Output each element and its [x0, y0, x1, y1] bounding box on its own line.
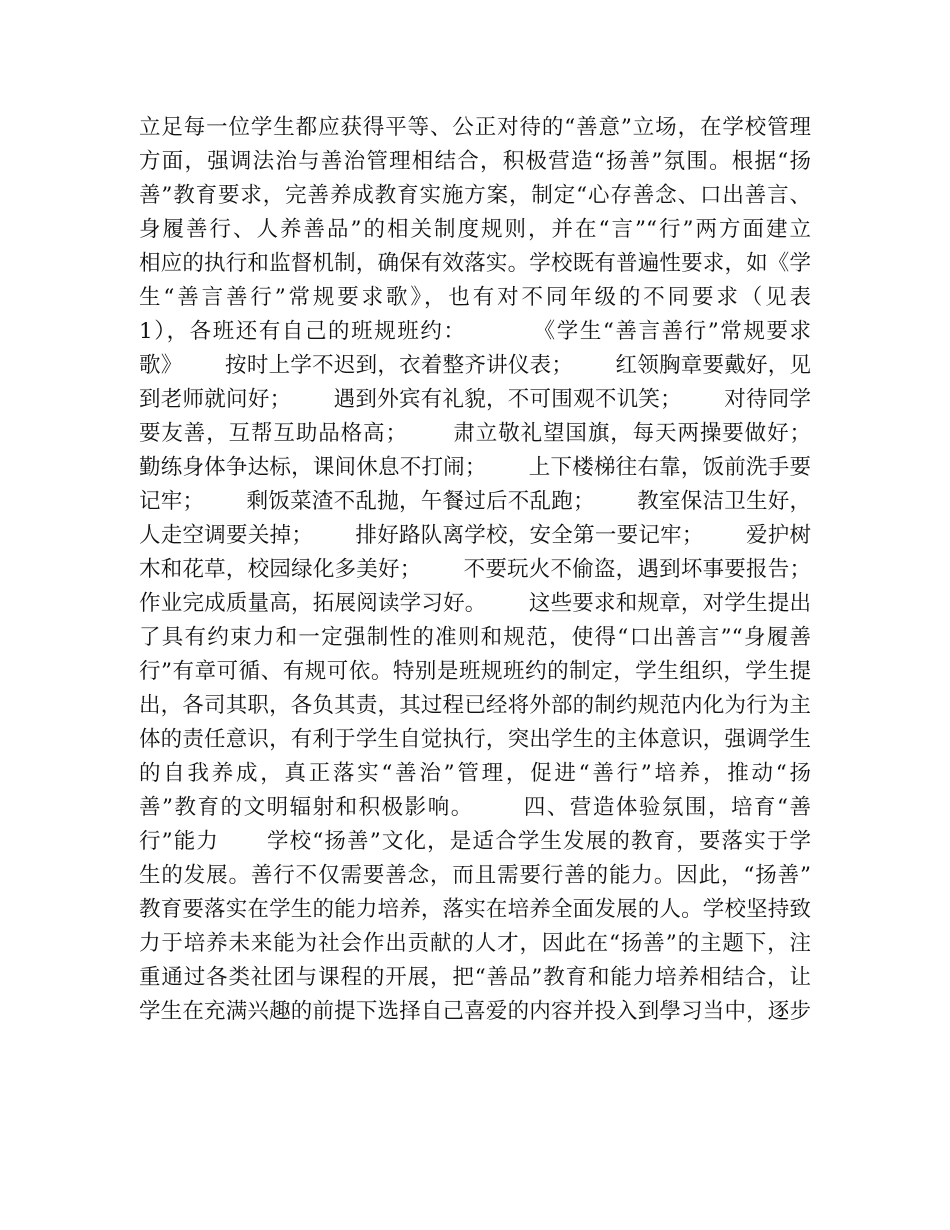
text-line: 重通过各类社团与课程的开展，把“善品”教育和能力培养相结合，让: [139, 965, 811, 990]
text-line: 相应的执行和监督机制，确保有效落实。学校既有普遍性要求，如《学: [139, 251, 811, 276]
text-line: 善”教育要求，完善养成教育实施方案，制定“心存善念、口出善言、: [139, 183, 811, 208]
text-line: 了具有约束力和一定强制性的准则和规范，使得“口出善言”“身履善: [139, 625, 811, 650]
body-text: [139, 111, 811, 1029]
text-line: 勤练身体争达标，课间休息不打闹； 上下楼梯往右靠，饭前洗手要: [139, 455, 811, 480]
text-line: 到老师就问好； 遇到外宾有礼貌，不可围观不讥笑； 对待同学: [139, 387, 811, 412]
text-line: 善”教育的文明辐射和积极影响。 四、营造体验氛围，培育“善: [139, 795, 811, 820]
text-line: 生“善言善行”常规要求歌》，也有对不同年级的不同要求（见表: [139, 285, 811, 310]
text-line: 教育要落实在学生的能力培养，落实在培养全面发展的人。学校坚持致: [139, 897, 811, 922]
text-line: 歌》 按时上学不迟到，衣着整齐讲仪表； 红领胸章要戴好，见: [139, 353, 811, 378]
text-line: 行”能力 学校“扬善”文化，是适合学生发展的教育，要落实于学: [139, 829, 811, 854]
text-line: 身履善行、人养善品”的相关制度规则，并在“言”“行”两方面建立: [139, 217, 811, 242]
text-line: 出，各司其职，各负其责，其过程已经将外部的制约规范内化为行为主: [139, 693, 811, 718]
text-line: 行”有章可循、有规可依。特别是班规班约的制定，学生组织，学生提: [139, 659, 811, 684]
text-line: 方面，强调法治与善治管理相结合，积极营造“扬善”氛围。根据“扬: [139, 149, 811, 174]
text-line: 生的发展。善行不仅需要善念，而且需要行善的能力。因此，“扬善”: [139, 863, 811, 888]
text-line: 体的责任意识，有利于学生自觉执行，突出学生的主体意识，强调学生: [139, 727, 811, 752]
text-line: 力于培养未来能为社会作出贡献的人才，因此在“扬善”的主题下，注: [139, 931, 811, 956]
text-line: 人走空调要关掉； 排好路队离学校，安全第一要记牢； 爱护树: [139, 523, 811, 548]
text-line: 1），各班还有自己的班规班约： 《学生“善言善行”常规要求: [139, 319, 811, 344]
text-line: 的自我养成，真正落实“善治”管理，促进“善行”培养，推动“扬: [139, 761, 811, 786]
text-line: 学生在充满兴趣的前提下选择自己喜爱的内容并投入到學习当中，逐步: [139, 999, 811, 1024]
text-line: 作业完成质量高，拓展阅读学习好。 这些要求和规章，对学生提出: [139, 591, 811, 616]
text-line: 要友善，互帮互助品格高； 肃立敬礼望国旗，每天两操要做好；: [139, 421, 811, 446]
text-line: 记牢； 剩饭菜渣不乱抛，午餐过后不乱跑； 教室保洁卫生好，: [139, 489, 811, 514]
text-line: 木和花草，校园绿化多美好； 不要玩火不偷盗，遇到坏事要报告；: [139, 557, 811, 582]
text-line: 立足每一位学生都应获得平等、公正对待的“善意”立场，在学校管理: [139, 115, 811, 140]
